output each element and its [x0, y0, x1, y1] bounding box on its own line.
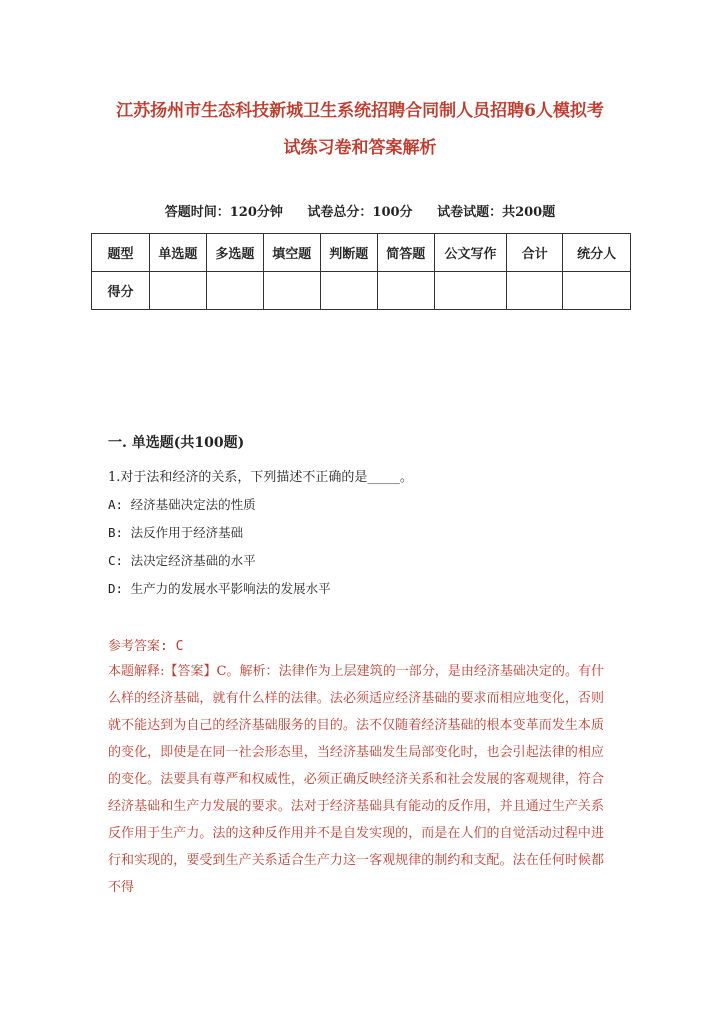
- score-cell: [206, 272, 263, 310]
- option-c: C: 法决定经济基础的水平: [108, 553, 256, 568]
- document-title-line1: 江苏扬州市生态科技新城卫生系统招聘合同制人员招聘6人模拟考: [116, 101, 604, 121]
- option-a: A: 经济基础决定法的性质: [108, 497, 256, 512]
- score-cell: [263, 272, 320, 310]
- exam-meta: [0, 201, 720, 220]
- score-cell: [320, 272, 377, 310]
- score-cell: [377, 272, 434, 310]
- option-b: B: 法反作用于经济基础: [108, 525, 244, 540]
- score-cell: [507, 272, 563, 310]
- header-cell: 填空题: [263, 234, 320, 272]
- score-cell: [149, 272, 206, 310]
- score-table: [91, 233, 631, 310]
- reference-answer: 参考答案: C: [108, 639, 184, 654]
- exam-question-count: 试卷试题：共200题: [437, 205, 556, 220]
- header-cell: 多选题: [206, 234, 263, 272]
- score-cell: [563, 272, 631, 310]
- header-cell: 判断题: [320, 234, 377, 272]
- header-cell: 单选题: [149, 234, 206, 272]
- exam-time: 答题时间：120分钟: [164, 205, 283, 220]
- header-cell: 统分人: [563, 234, 631, 272]
- header-cell: 题型: [92, 234, 150, 272]
- document-title-line2: 试练习卷和答案解析: [283, 138, 437, 158]
- header-cell: 公文写作: [434, 234, 507, 272]
- exam-total-score: 试卷总分：100分: [307, 205, 413, 220]
- header-cell: 简答题: [377, 234, 434, 272]
- answer-explanation: 本题解释:【答案】C。解析：法律作为上层建筑的一部分，是由经济基础决定的。有什么样的经济基础，就有什么样的法律。法必须适应经济基础的要求而相应地变化，否则就不能达到为自己的经济基础服务的目的。法不仅随着经济基础的根本变革而发生本质的变化，即使是在同一社会形态里，当经济基础发生局部变化时，也会引起法律的相应的变化。法要具有尊严和权威性，必须正确反映经济关系和社会发展的客观规律，符合经济基础和生产力发展的要求。法对于经济基础具有能动的反作用，并且通过生产关系反作用于生产力。法的这种反作用并不是自发实现的，而是在人们的自觉活动过程中进行和实现的，要受到生产关系适合生产力这一客观规律的制约和支配。法在任何时候都不得: [108, 664, 604, 895]
- score-cell: [434, 272, 507, 310]
- row-label-cell: 得分: [92, 272, 150, 310]
- score-table-score-row: [92, 272, 631, 310]
- section-title: 一. 单选题(共100题): [108, 435, 245, 451]
- header-cell: 合计: [507, 234, 563, 272]
- option-d: D: 生产力的发展水平影响法的发展水平: [108, 581, 331, 596]
- score-table-header-row: [92, 234, 631, 272]
- question-stem: 1.对于法和经济的关系，下列描述不正确的是_____。: [108, 470, 413, 485]
